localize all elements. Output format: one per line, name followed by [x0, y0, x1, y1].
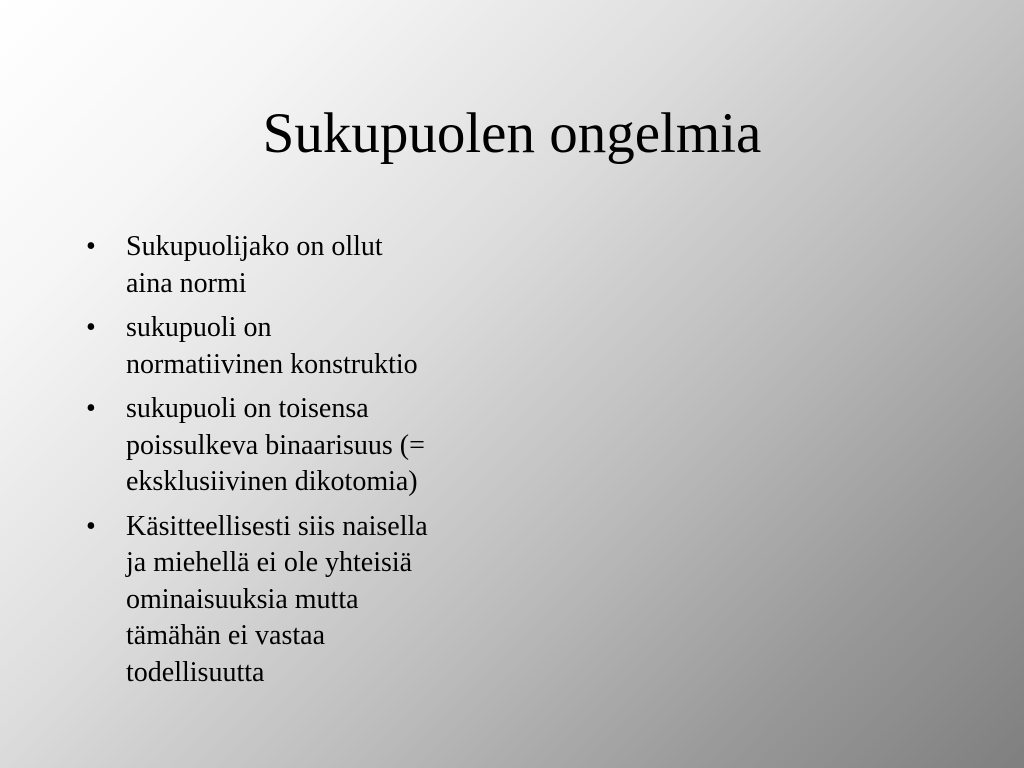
bullet-icon: • — [86, 393, 96, 424]
bullet-line: normatiivinen konstruktio — [126, 348, 418, 380]
slide-title: Sukupuolen ongelmia — [262, 102, 762, 165]
bullet-list — [86, 229, 516, 699]
bullet-icon: • — [86, 510, 96, 542]
bullet-line: sukupuoli on toisensa — [126, 393, 369, 424]
bullet-line: sukupuoli on — [126, 312, 272, 343]
bullet-icon: • — [86, 231, 96, 262]
bullet-item — [86, 310, 516, 383]
bullet-line: tämähän ei vastaa — [126, 620, 326, 651]
bullet-line: aina normi — [126, 267, 247, 299]
bullet-icon: • — [86, 312, 96, 343]
bullet-line: ja miehellä ei ole yhteisiä — [126, 547, 413, 578]
bullet-line: Käsitteellisesti siis naisella — [126, 510, 428, 542]
bullet-line: Sukupuolijako on ollut — [126, 231, 383, 262]
bullet-item — [86, 229, 516, 302]
bullet-line: ominaisuuksia mutta — [126, 583, 359, 615]
bullet-line: todellisuutta — [126, 656, 265, 688]
bullet-item — [86, 391, 516, 501]
bullet-line: poissulkeva binaarisuus (= — [126, 429, 425, 461]
bullet-item — [86, 509, 516, 692]
bullet-line: eksklusiivinen dikotomia) — [126, 466, 418, 497]
